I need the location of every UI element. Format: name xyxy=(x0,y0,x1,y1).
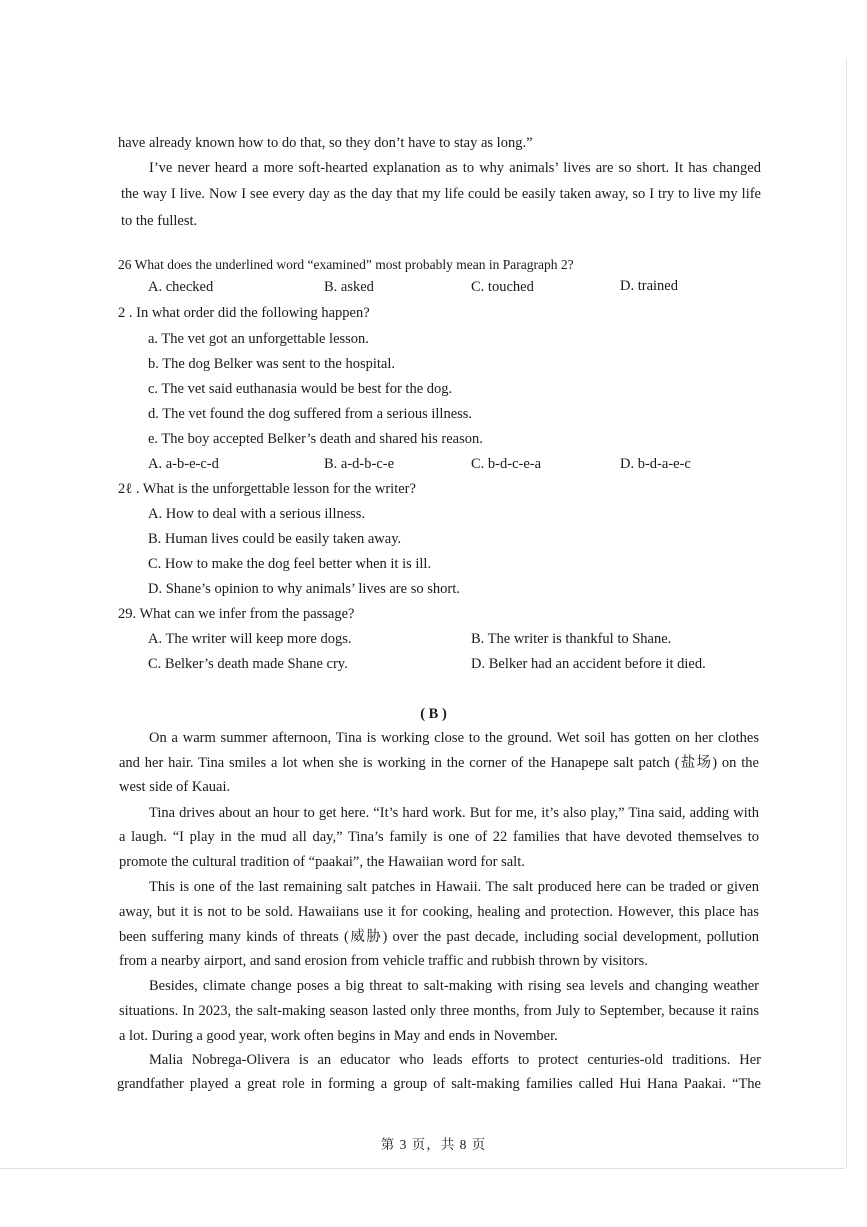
question-stem: 26 What does the underlined word “examined” most probably mean in Paragraph 2? xyxy=(118,257,574,272)
passage-line: grandfather played a great role in forming a group of salt-making families called Hui Hana Paakai. “The xyxy=(117,1076,761,1092)
passage-line: west side of Kauai. xyxy=(119,779,231,795)
answer-option: A. checked xyxy=(148,279,214,295)
question-stem: 2 . In what order did the following happen? xyxy=(118,305,370,321)
answer-option: A. The writer will keep more dogs. xyxy=(148,631,352,647)
passage-line: This is one of the last remaining salt patches in Hawaii. The salt produced here can be traded or given xyxy=(149,879,759,895)
page-number: 第 3 页，共 8 页 xyxy=(380,1137,487,1152)
passage-line: Tina drives about an hour to get here. “It’s hard work. But for me, it’s also play,” Tina said, adding with xyxy=(149,805,759,821)
passage-line: the way I live. Now I see every day as the day that my life could be easily taken away, so I try to live my life xyxy=(121,186,761,202)
answer-option: C. How to make the dog feel better when it is ill. xyxy=(148,556,432,572)
answer-option: C. b-d-c-e-a xyxy=(471,456,542,472)
answer-option: D. Shane’s opinion to why animals’ lives are so short. xyxy=(148,581,460,597)
passage-line: situations. In 2023, the salt-making season lasted only three months, from July to September, because it rains xyxy=(119,1003,759,1019)
passage-line: I’ve never heard a more soft-hearted explanation as to why animals’ lives are so short. It has changed xyxy=(149,160,761,176)
passage-line: a laugh. “I play in the mud all day,” Tina’s family is one of 22 families that have devoted themselves to xyxy=(119,829,759,845)
passage-line: a lot. During a good year, work often begins in May and ends in November. xyxy=(119,1028,558,1044)
event-item: a. The vet got an unforgettable lesson. xyxy=(148,331,369,347)
passage-line: Besides, climate change poses a big threat to salt-making with rising sea levels and changing weather xyxy=(149,978,759,994)
event-item: c. The vet said euthanasia would be best for the dog. xyxy=(148,381,453,397)
answer-option: D. b-d-a-e-c xyxy=(620,456,691,472)
passage-line: have already known how to do that, so they don’t have to stay as long.” xyxy=(118,135,533,151)
question-stem: 2ℓ . What is the unforgettable lesson for the writer? xyxy=(118,481,416,497)
answer-option: B. Human lives could be easily taken away. xyxy=(148,531,402,547)
answer-option: C. Belker’s death made Shane cry. xyxy=(148,656,348,672)
passage-line: promote the cultural tradition of “paakai”, the Hawaiian word for salt. xyxy=(119,854,525,870)
event-item: d. The vet found the dog suffered from a serious illness. xyxy=(148,406,473,422)
page-edge xyxy=(846,58,847,1168)
passage-line: been suffering many kinds of threats (威胁) over the past decade, including social development, pollution xyxy=(119,929,759,945)
passage-line: from a nearby airport, and sand erosion from vehicle traffic and rubbish thrown by visitors. xyxy=(119,953,648,969)
passage-line: Malia Nobrega-Olivera is an educator who leads efforts to protect centuries-old traditions. Her xyxy=(149,1052,761,1068)
answer-option: B. asked xyxy=(324,279,374,295)
answer-option: D. trained xyxy=(620,278,678,294)
answer-option: A. How to deal with a serious illness. xyxy=(148,506,366,522)
section-heading: ( B ) xyxy=(420,706,447,722)
answer-option: D. Belker had an accident before it died. xyxy=(471,656,706,672)
answer-option: B. a-d-b-c-e xyxy=(324,456,395,472)
passage-line: away, but it is not to be sold. Hawaiians use it for cooking, healing and protection. However, this place has xyxy=(119,904,759,920)
answer-option: A. a-b-e-c-d xyxy=(148,456,219,472)
passage-line: to the fullest. xyxy=(121,213,198,229)
passage-line: and her hair. Tina smiles a lot when she is working in the corner of the Hanapepe salt patch (盐场) on the xyxy=(119,755,759,771)
question-stem: 29. What can we infer from the passage? xyxy=(118,606,355,622)
passage-line: On a warm summer afternoon, Tina is working close to the ground. Wet soil has gotten on her clothes xyxy=(149,730,759,746)
event-item: b. The dog Belker was sent to the hospital. xyxy=(148,356,395,372)
event-item: e. The boy accepted Belker’s death and shared his reason. xyxy=(148,431,483,447)
answer-option: C. touched xyxy=(471,279,534,295)
answer-option: B. The writer is thankful to Shane. xyxy=(471,631,672,647)
page-edge xyxy=(0,1168,845,1169)
